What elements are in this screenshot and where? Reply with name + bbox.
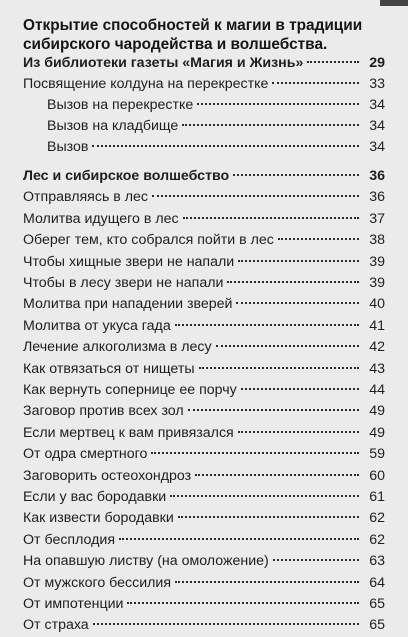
toc-entry bbox=[23, 425, 385, 445]
dot-leader bbox=[307, 61, 359, 63]
toc-entry-title: Посвящение колдуна на перекрестке bbox=[23, 76, 269, 92]
toc-entry-title: Оберег тем, кто собрался пойти в лес bbox=[23, 232, 274, 249]
toc-entry-title: Если мертвец к вам привязался bbox=[23, 424, 234, 441]
heading-line-1: Открытие способностей к магии в традиции bbox=[23, 17, 363, 34]
toc-entry-title: Вызов на перекрестке bbox=[47, 97, 194, 113]
toc-entry-title: Вызов на кладбище bbox=[47, 118, 179, 134]
toc-entry-page: 36 bbox=[369, 189, 385, 206]
toc-entry-title: Заговорить остеохондроз bbox=[23, 467, 192, 484]
dot-leader bbox=[182, 124, 359, 126]
toc-entry-title: От бесплодия bbox=[23, 531, 116, 548]
toc-entry bbox=[23, 510, 385, 530]
toc-entry bbox=[23, 318, 385, 338]
dot-leader bbox=[183, 217, 359, 219]
toc-entry-title: Вызов bbox=[47, 139, 89, 155]
toc-entry-page: 59 bbox=[369, 446, 385, 463]
toc-entry bbox=[23, 211, 385, 231]
toc-entry bbox=[23, 489, 385, 509]
dot-leader bbox=[151, 452, 359, 454]
dot-leader bbox=[175, 581, 359, 583]
dot-leader bbox=[92, 145, 359, 147]
toc-entry bbox=[23, 189, 385, 209]
toc-entry bbox=[23, 232, 385, 252]
toc-entry-page: 62 bbox=[369, 531, 385, 548]
toc-entry bbox=[23, 254, 385, 274]
toc-entry-title: Лечение алкоголизма в лесу bbox=[23, 339, 212, 356]
toc-entry bbox=[23, 382, 385, 402]
toc-entry-page: 34 bbox=[369, 97, 385, 113]
toc-entry-title: Из библиотеки газеты «Магия и Жизнь» bbox=[23, 55, 304, 71]
toc-entry bbox=[23, 275, 385, 295]
toc-entry-title: От страха bbox=[23, 617, 89, 634]
toc-entry-title: Как вернуть сопернице ее порчу bbox=[23, 382, 237, 398]
toc-entry bbox=[47, 139, 385, 159]
toc-entry-title: Лес и сибирское волшебство bbox=[23, 168, 230, 184]
dot-leader bbox=[127, 602, 359, 604]
toc-entry-title: От одра смертного bbox=[23, 446, 148, 463]
toc-entry-page: 43 bbox=[369, 360, 385, 377]
dot-leader bbox=[178, 516, 359, 518]
toc-entry-title: Молитва идущего в лес bbox=[23, 210, 179, 227]
toc-entry-page: 64 bbox=[369, 574, 385, 591]
dot-leader bbox=[119, 538, 359, 540]
toc-entry-page: 39 bbox=[369, 253, 385, 270]
toc-entry-page: 38 bbox=[369, 232, 385, 249]
toc-entry-page: 49 bbox=[369, 403, 385, 420]
toc-entry bbox=[47, 118, 385, 138]
dot-leader bbox=[188, 409, 359, 411]
toc-entry-page: 34 bbox=[369, 139, 385, 155]
toc-entry-page: 62 bbox=[369, 510, 385, 527]
dot-leader bbox=[241, 388, 359, 390]
toc-entry-page: 60 bbox=[369, 467, 385, 484]
toc-entry-page: 41 bbox=[369, 317, 385, 334]
toc-entry-title: Молитва от укуса гада bbox=[23, 317, 171, 334]
toc-entry-title: Как отвязаться от нищеты bbox=[23, 360, 195, 377]
toc-entry bbox=[23, 575, 385, 595]
toc-entry-title: Молитва при нападении зверей bbox=[23, 296, 233, 313]
toc-entry bbox=[23, 296, 385, 316]
toc-entry bbox=[23, 403, 385, 423]
dot-leader bbox=[238, 431, 359, 433]
toc-entry-page: 36 bbox=[369, 168, 385, 184]
toc-entry-page: 37 bbox=[369, 210, 385, 227]
toc-entry bbox=[23, 168, 385, 188]
toc-entry bbox=[23, 55, 385, 75]
toc-entry bbox=[47, 97, 385, 117]
toc-entry-title: На опавшую листву (на омоложение) bbox=[23, 553, 269, 570]
toc-entry-page: 39 bbox=[369, 275, 385, 291]
dot-leader bbox=[272, 82, 359, 84]
page-corner-mark bbox=[380, 0, 408, 6]
dot-leader bbox=[278, 238, 359, 240]
toc-entry-title: От импотенции bbox=[23, 596, 124, 612]
section-heading bbox=[23, 16, 388, 54]
dot-leader bbox=[227, 281, 359, 283]
toc-entry-page: 65 bbox=[369, 596, 385, 612]
dot-leader bbox=[175, 324, 359, 326]
dot-leader bbox=[197, 103, 359, 105]
toc-entry bbox=[23, 361, 385, 381]
toc-entry-title: Как извести бородавки bbox=[23, 510, 174, 527]
toc-entry-page: 33 bbox=[369, 76, 385, 92]
dot-leader bbox=[236, 302, 359, 304]
dot-leader bbox=[216, 345, 359, 347]
dot-leader bbox=[152, 195, 359, 197]
toc-entry-page: 44 bbox=[369, 382, 385, 398]
toc-entry bbox=[23, 532, 385, 552]
toc-entry-page: 42 bbox=[369, 339, 385, 356]
dot-leader bbox=[273, 559, 359, 561]
dot-leader bbox=[238, 260, 359, 262]
toc-entry-title: От мужского бессилия bbox=[23, 574, 172, 591]
toc-entry bbox=[23, 596, 385, 616]
toc-entry-title: Заговор против всех зол bbox=[23, 403, 184, 420]
toc-entry-title: Если у вас бородавки bbox=[23, 489, 167, 505]
dot-leader bbox=[93, 623, 359, 625]
toc-entry-title: Чтобы хищные звери не напали bbox=[23, 253, 235, 270]
toc-entry-page: 61 bbox=[369, 489, 385, 505]
toc-entry-title: Чтобы в лесу звери не напали bbox=[23, 275, 224, 291]
toc-entry-page: 65 bbox=[369, 617, 385, 634]
dot-leader bbox=[199, 367, 359, 369]
toc-entry-page: 49 bbox=[369, 424, 385, 441]
toc-entry-page: 63 bbox=[369, 553, 385, 570]
dot-leader bbox=[195, 474, 359, 476]
toc-entry bbox=[23, 339, 385, 359]
dot-leader bbox=[170, 495, 359, 497]
toc-entry bbox=[23, 617, 385, 637]
toc-entry-page: 29 bbox=[369, 55, 385, 71]
toc-entry-page: 34 bbox=[369, 118, 385, 134]
toc-entry-page: 40 bbox=[369, 296, 385, 313]
dot-leader bbox=[233, 174, 359, 176]
heading-line-2: сибирского чародейства и волшебства. bbox=[23, 36, 328, 53]
toc-entry bbox=[23, 446, 385, 466]
toc-entry bbox=[23, 468, 385, 488]
toc-entry bbox=[23, 553, 385, 573]
toc-entry bbox=[23, 76, 385, 96]
toc-entry-title: Отправляясь в лес bbox=[23, 189, 149, 206]
